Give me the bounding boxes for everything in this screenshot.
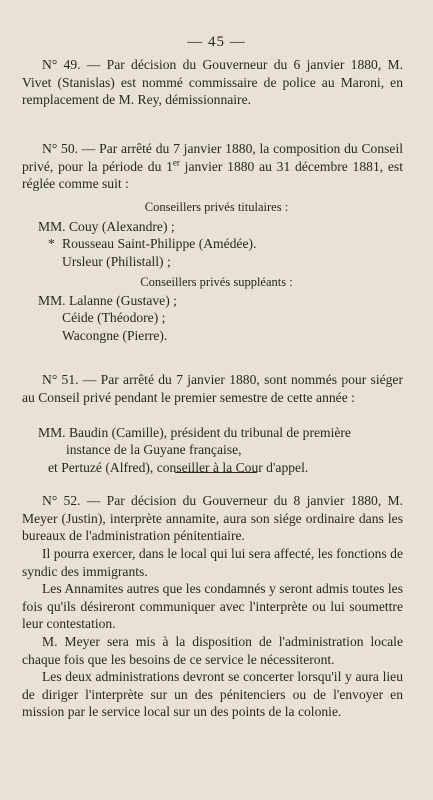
titulaire-item: * Rousseau Saint-Philippe (Amédée). [48,236,257,252]
section-divider [175,472,257,473]
titulaire-item: MM. Couy (Alexandre) ; [38,219,175,234]
asterisk-mark: * [48,236,55,252]
suppleant-item: Céide (Théodore) ; [62,310,166,326]
suppleants-list [38,292,408,344]
titulaires-list [38,218,408,270]
arrete-50-text-after: janvier 1880 au 31 décembre 1881, est réglée comme suit : [22,158,403,192]
arrete-51-members [38,424,408,476]
arrete-50-paragraph [22,140,403,193]
arrete-50-superscript: er [172,157,180,168]
arrete-51-paragraph [22,371,403,406]
suppleant-item: MM. Lalanne (Gustave) ; [38,293,177,308]
decision-49-paragraph [22,56,403,109]
decision-49-text: N° 49. — Par décision du Gouverneur du 6 janvier 1880, M. Vivet (Stanislas) est nommé commissaire de police au Maroni, en remplacement de M. Rey, démissionnaire. [22,57,403,108]
suppleants-heading: Conseillers privés suppléants : [140,275,293,289]
titulaires-heading: Conseillers privés titulaires : [144,200,289,214]
decision-52-intro [22,492,403,545]
page-number: — 45 — [187,34,246,50]
decision-52-paragraph-2: Les Annamites autres que les condamnés y seront admis toutes les fois qu'ils désireront communiquer avec l'interprète ou lui soumettre leur contestation. [22,581,403,632]
member-item: instance de la Guyane française, [66,442,242,458]
member-item: MM. Baudin (Camille), président du tribunal de première [38,425,351,440]
suppleant-item: Wacongne (Pierre). [62,327,168,343]
decision-52-intro-text: N° 52. — Par décision du Gouverneur du 8 janvier 1880, M. Meyer (Justin), interprète annamite, aura son siége ordinaire dans les bureaux de l'administration pénitentiaire. [22,493,403,544]
arrete-51-text: N° 51. — Par arrêté du 7 janvier 1880, sont nommés pour siéger au Conseil privé pendant le premier semestre de cette année : [22,372,403,405]
decision-52-paragraph-4: Les deux administrations devront se concerter lorsqu'il y aura lieu de diriger l'interprète sur un des pénitenciers ou de l'envoyer en mission par le service local sur un des points de la colonie. [22,669,403,720]
member-item: et Pertuzé (Alfred), conseiller à la Cour d'appel. [48,459,309,475]
decision-52-paragraph-3: M. Meyer sera mis à la disposition de l'administration locale chaque fois que les besoins de ce service le nécessiteront. [22,634,403,667]
decision-52-paragraph-1: Il pourra exercer, dans le local qui lui sera affecté, les fonctions de syndic des immigrants. [22,546,403,579]
arrete-50-text-before: N° 50. — Par arrêté du 7 janvier 1880, la composition du Conseil privé, pour la période du 1 [22,141,403,174]
titulaire-item: Ursleur (Philistall) ; [62,253,171,269]
